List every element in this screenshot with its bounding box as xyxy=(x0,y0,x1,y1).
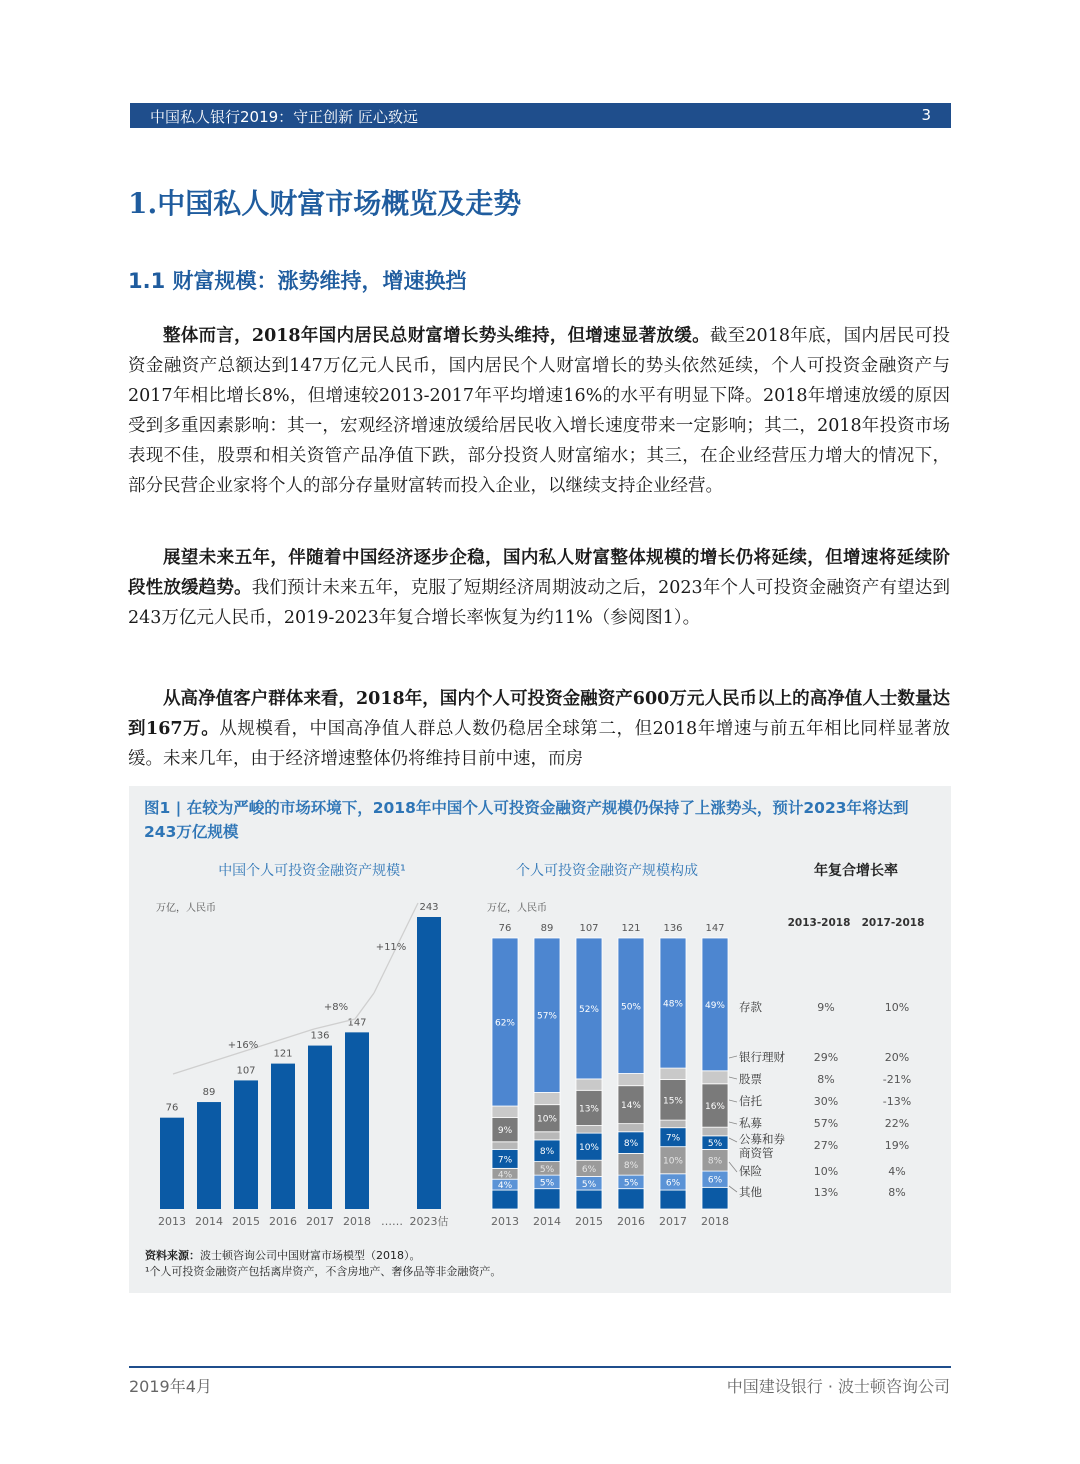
cagr-value-存款-2: 10% xyxy=(884,1001,910,1014)
chart2-segment-label-保险-2017: 6% xyxy=(665,1178,681,1189)
chart1-x-label-2023估: 2023估 xyxy=(409,1215,449,1228)
chart2-segment-label-股票-2014: 10% xyxy=(536,1114,558,1125)
chart2-segment-label-公募和券商资管-2015: 6% xyxy=(581,1164,597,1175)
legend-leader-line-3 xyxy=(729,1122,737,1124)
chart2-segment-其他-2016 xyxy=(618,1189,644,1209)
paragraph-1-body: 截至2018年底，国内居民可投资金融资产总额达到147万亿元人民币，国内居民个人财富增长的势头依然延续，个人可投资金融资产与2017年相比增长8%，但增速较2013-2017年平均增速16%的水平有明显下降。2018年增速放缓的原因受到多重因素影响：其一，宏观经济增速放缓给居民收入增长速度带来一定影响；其二，2018年投资市场表现不佳，股票和相关资管产品净值下跌，部分投资人财富缩水；其三，在企业经营压力增大的情况下，部分民营企业家将个人的部分存量财富转而投入企业，以继续支持企业经营。 xyxy=(128,326,950,496)
chart1-x-label-2013: 2013 xyxy=(158,1215,186,1228)
section-title: 1.中国私人财富市场概览及走势 xyxy=(128,187,522,220)
chart2-segment-信托-2014 xyxy=(534,1132,560,1140)
figure-charts xyxy=(129,786,951,1246)
cagr-value-公募和券商资管-2: 19% xyxy=(884,1139,910,1152)
chart1-unit-label: 万亿，人民币 xyxy=(156,903,216,914)
chart1-value-label-2013: 76 xyxy=(165,1102,179,1114)
chart2-segment-label-存款-2014: 57% xyxy=(536,1011,558,1022)
cagr-col-header-1: 2013-2018 xyxy=(787,917,851,929)
chart2-segment-label-公募和券商资管-2017: 10% xyxy=(662,1156,684,1167)
chart2-x-label-2016: 2016 xyxy=(617,1215,645,1228)
legend-leader-line-0 xyxy=(729,1056,737,1058)
chart2-x-label-2014: 2014 xyxy=(533,1215,561,1228)
chart2-segment-label-存款-2017: 48% xyxy=(662,999,684,1010)
footer-date: 2019年4月 xyxy=(129,1377,212,1396)
header-title: 中国私人银行2019：守正创新 匠心致远 xyxy=(150,108,418,126)
chart1-x-label-2016: 2016 xyxy=(269,1215,297,1228)
chart2-title: 个人可投资金融资产规模构成 xyxy=(516,863,698,879)
figure-note: ¹个人可投资金融资产包括离岸资产，不含房地产、奢侈品等非金融资产。 xyxy=(145,1265,502,1278)
paragraph-2-lead: 展望未来五年，伴随着中国经济逐步企稳，国内私人财富整体规模的增长仍将延续，但增速将延续阶段性放缓趋势。 xyxy=(128,548,950,598)
chart1-x-label-2014: 2014 xyxy=(195,1215,223,1228)
chart2-x-label-2013: 2013 xyxy=(491,1215,519,1228)
chart2-segment-其他-2013 xyxy=(492,1190,518,1209)
chart2-segment-信托-2013 xyxy=(492,1142,518,1150)
paragraph-1 xyxy=(128,321,950,501)
chart1-bar-2013 xyxy=(160,1118,184,1209)
figure-source-text: 波士顿咨询公司中国财富市场模型（2018）。 xyxy=(200,1249,421,1262)
chart2-segment-label-存款-2018: 49% xyxy=(704,1000,726,1011)
chart2-segment-label-公募和券商资管-2013: 4% xyxy=(497,1170,513,1181)
chart1-x-label-2018: 2018 xyxy=(343,1215,371,1228)
chart2-total-label-2018: 147 xyxy=(705,923,725,934)
chart2-segment-label-股票-2015: 13% xyxy=(578,1104,600,1115)
paragraph-2 xyxy=(128,543,950,633)
chart2-segment-label-私募-2017: 7% xyxy=(665,1133,681,1144)
chart2-segment-label-股票-2018: 16% xyxy=(704,1101,726,1112)
figure-title: 图1 | 在较为严峻的市场环境下，2018年中国个人可投资金融资产规模仍保持了上涨势头，预计2023年将达到243万亿规模 xyxy=(144,799,909,841)
cagr-value-其他-1: 13% xyxy=(813,1186,839,1199)
cagr-value-私募-2: 22% xyxy=(884,1117,910,1130)
cagr-value-信托-2: -13% xyxy=(882,1095,912,1108)
legend-leader-line-6 xyxy=(729,1186,737,1192)
chart1-value-label-2014: 89 xyxy=(202,1087,216,1099)
chart2-total-label-2014: 89 xyxy=(540,923,554,934)
cagr-row-label-存款: 存款 xyxy=(739,1000,762,1014)
chart2-segment-label-私募-2018: 5% xyxy=(707,1139,723,1150)
chart1-bar-2016 xyxy=(271,1064,295,1209)
chart1-growth-label-3: +11% xyxy=(375,942,407,953)
chart2-segment-银行理财-2015 xyxy=(576,1079,602,1090)
chart1-gap-label: …… xyxy=(381,1215,403,1228)
cagr-row-label-银行理财: 银行理财 xyxy=(739,1050,785,1064)
cagr-value-银行理财-1: 29% xyxy=(813,1051,839,1064)
chart2-segment-label-存款-2013: 62% xyxy=(494,1018,516,1029)
chart2-segment-label-股票-2017: 15% xyxy=(662,1096,684,1107)
chart1-growth-label-2: +8% xyxy=(323,1002,349,1013)
chart1-bar-2017 xyxy=(308,1046,332,1209)
chart2-unit-label: 万亿，人民币 xyxy=(487,903,547,914)
cagr-value-其他-2: 8% xyxy=(888,1186,906,1199)
chart1-value-label-2018: 147 xyxy=(347,1017,367,1029)
figure-source-label: 资料来源： xyxy=(145,1249,200,1262)
subsection-title: 1.1 财富规模：涨势维持，增速换挡 xyxy=(128,269,467,293)
cagr-value-保险-1: 10% xyxy=(813,1165,839,1178)
footer-organizations: 中国建设银行 · 波士顿咨询公司 xyxy=(726,1377,950,1396)
chart1-value-label-2015: 107 xyxy=(236,1065,256,1077)
chart2-segment-信托-2017 xyxy=(660,1120,686,1128)
chart2-segment-label-私募-2015: 10% xyxy=(578,1143,600,1154)
chart2-segment-label-股票-2013: 9% xyxy=(497,1126,513,1137)
figure-1 xyxy=(129,786,951,1293)
chart2-segment-银行理财-2014 xyxy=(534,1092,560,1104)
cagr-row-label-公募和券商资管-l1: 公募和券 xyxy=(739,1132,785,1146)
chart2-segment-其他-2018 xyxy=(702,1187,728,1209)
cagr-row-label-保险: 保险 xyxy=(739,1164,762,1178)
paragraph-3-lead: 从高净值客户群体来看，2018年，国内个人可投资金融资产600万元人民币以上的高净值人士数量达到167万。 xyxy=(128,689,950,739)
chart2-segment-label-存款-2015: 52% xyxy=(578,1004,600,1015)
chart1-x-label-2017: 2017 xyxy=(306,1215,334,1228)
cagr-value-信托-1: 30% xyxy=(813,1095,839,1108)
legend-leader-line-2 xyxy=(729,1100,737,1102)
chart2-segment-信托-2016 xyxy=(618,1124,644,1132)
chart2-segment-label-股票-2016: 14% xyxy=(620,1101,642,1112)
cagr-value-银行理财-2: 20% xyxy=(884,1051,910,1064)
chart2-segment-银行理财-2013 xyxy=(492,1106,518,1117)
chart2-segment-label-保险-2016: 5% xyxy=(623,1178,639,1189)
cagr-value-存款-1: 9% xyxy=(817,1001,835,1014)
chart2-segment-label-保险-2015: 5% xyxy=(581,1179,597,1190)
cagr-row-label-其他: 其他 xyxy=(739,1185,762,1199)
cagr-row-label-信托: 信托 xyxy=(739,1094,762,1108)
running-header xyxy=(130,103,951,128)
chart1-bar-2018 xyxy=(345,1032,369,1209)
legend-leader-line-4 xyxy=(729,1138,737,1142)
chart2-x-label-2015: 2015 xyxy=(575,1215,603,1228)
chart1-growth-label-1: +16% xyxy=(227,1040,259,1051)
figure-source xyxy=(145,1248,421,1263)
chart2-x-label-2018: 2018 xyxy=(701,1215,729,1228)
cagr-col-header-2: 2017-2018 xyxy=(861,917,925,929)
cagr-row-label-公募和券商资管-l2: 商资管 xyxy=(739,1146,774,1160)
cagr-value-股票-1: 8% xyxy=(817,1073,835,1086)
cagr-row-label-私募: 私募 xyxy=(739,1116,762,1130)
chart2-segment-label-私募-2014: 8% xyxy=(539,1147,555,1158)
chart2-segment-银行理财-2016 xyxy=(618,1074,644,1086)
chart2-segment-label-公募和券商资管-2018: 8% xyxy=(707,1156,723,1167)
chart2-total-label-2017: 136 xyxy=(663,923,683,934)
chart2-segment-银行理财-2017 xyxy=(660,1068,686,1079)
chart2-total-label-2015: 107 xyxy=(579,923,599,934)
chart2-segment-银行理财-2018 xyxy=(702,1071,728,1084)
chart2-segment-label-存款-2016: 50% xyxy=(620,1002,642,1013)
paragraph-2-body: 我们预计未来五年，克服了短期经济周期波动之后，2023年个人可投资金融资产有望达到243万亿元人民币，2019-2023年复合增长率恢复为约11%（参阅图1）。 xyxy=(128,578,950,628)
chart2-segment-其他-2017 xyxy=(660,1190,686,1209)
cagr-title: 年复合增长率 xyxy=(814,863,898,879)
cagr-row-label-股票: 股票 xyxy=(739,1072,762,1086)
chart2-segment-label-私募-2016: 8% xyxy=(623,1139,639,1150)
legend-leader-line-1 xyxy=(729,1077,737,1079)
cagr-value-股票-2: -21% xyxy=(882,1073,912,1086)
legend-leader-line-5 xyxy=(729,1162,737,1172)
chart1-bar-2014 xyxy=(197,1102,221,1209)
chart2-segment-label-保险-2018: 6% xyxy=(707,1175,723,1186)
chart2-segment-label-公募和券商资管-2014: 5% xyxy=(539,1164,555,1175)
chart2-segment-label-公募和券商资管-2016: 8% xyxy=(623,1160,639,1171)
footer-rule xyxy=(129,1366,951,1368)
chart2-total-label-2016: 121 xyxy=(621,923,641,934)
chart2-segment-信托-2018 xyxy=(702,1127,728,1136)
chart2-segment-label-私募-2013: 7% xyxy=(497,1155,513,1166)
paragraph-1-lead: 整体而言，2018年国内居民总财富增长势头维持，但增速显著放缓。 xyxy=(163,326,710,346)
chart2-segment-其他-2014 xyxy=(534,1189,560,1209)
chart1-bar-2015 xyxy=(234,1080,258,1209)
chart2-total-label-2013: 76 xyxy=(498,923,512,934)
cagr-value-私募-1: 57% xyxy=(813,1117,839,1130)
chart1-title: 中国个人可投资金融资产规模¹ xyxy=(218,863,406,879)
chart2-segment-信托-2015 xyxy=(576,1126,602,1134)
page-number: 3 xyxy=(921,106,931,124)
cagr-value-保险-2: 4% xyxy=(888,1165,906,1178)
chart1-value-label-2023估: 243 xyxy=(419,902,439,913)
cagr-value-公募和券商资管-1: 27% xyxy=(813,1139,839,1152)
chart1-x-label-2015: 2015 xyxy=(232,1215,260,1228)
chart1-bar-2023估 xyxy=(417,917,441,1209)
chart2-segment-其他-2015 xyxy=(576,1190,602,1209)
chart2-segment-label-保险-2014: 5% xyxy=(539,1178,555,1189)
chart1-value-label-2017: 136 xyxy=(310,1030,330,1042)
paragraph-3-body: 从规模看，中国高净值人群总人数仍稳居全球第二，但2018年增速与前五年相比同样显著放缓。未来几年，由于经济增速整体仍将维持目前中速，而房 xyxy=(128,719,950,769)
chart2-segment-label-保险-2013: 4% xyxy=(497,1181,513,1192)
chart2-x-label-2017: 2017 xyxy=(659,1215,687,1228)
chart1-value-label-2016: 121 xyxy=(273,1048,293,1060)
paragraph-3 xyxy=(128,684,950,774)
